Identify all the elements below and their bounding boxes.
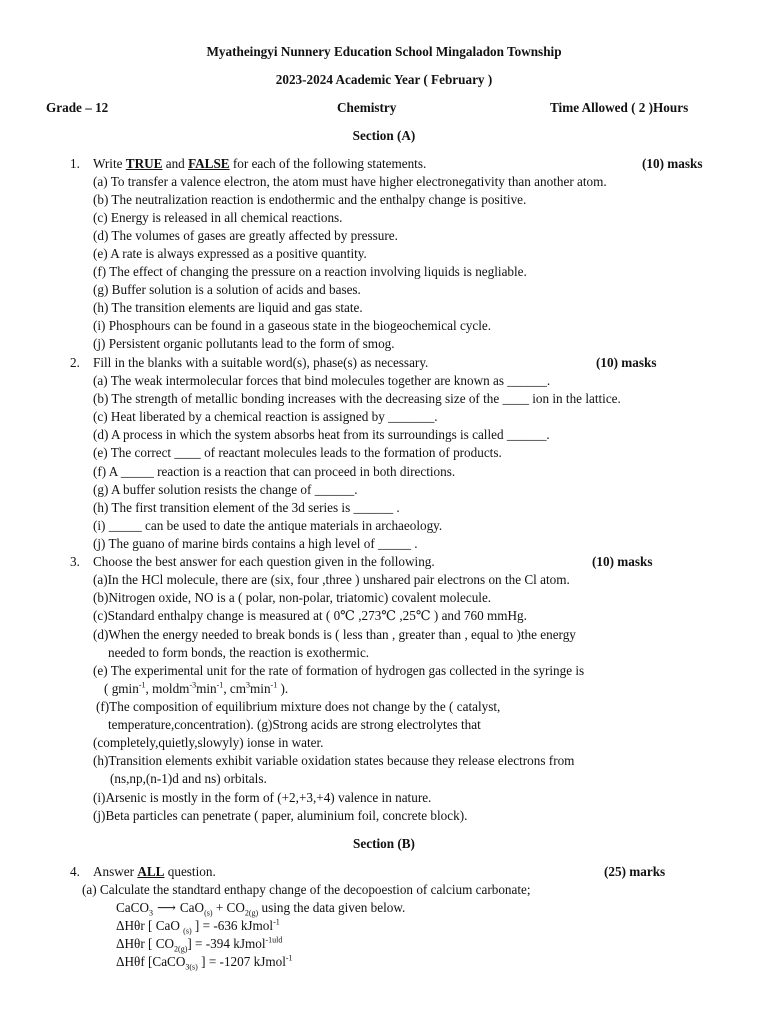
q1-marks: (10) masks xyxy=(642,156,703,171)
time-allowed: Time Allowed ( 2 )Hours xyxy=(550,100,689,115)
q3-item: (a)In the HCl molecule, there are (six, four ,three ) unshared pair electrons on the Cl atom. xyxy=(93,572,570,587)
q2-item: (a) The weak intermolecular forces that bind molecules together are known as ______. xyxy=(93,373,551,388)
academic-year: 2023-2024 Academic Year ( February ) xyxy=(275,72,493,87)
q1-item: (b) The neutralization reaction is endothermic and the enthalpy change is positive. xyxy=(93,192,527,207)
q2-item: (e) The correct ____ of reactant molecules leads to the formation of products. xyxy=(93,445,502,460)
q2-item: (i) _____ can be used to date the antique materials in archaeology. xyxy=(93,518,443,533)
q3-item: (b)Nitrogen oxide, NO is a ( polar, non-polar, triatomic) covalent molecule. xyxy=(93,590,492,605)
q3-marks: (10) masks xyxy=(592,554,653,569)
all-word: ALL xyxy=(137,864,165,879)
q3-item: (d)When the energy needed to break bonds is ( less than , greater than , equal to )the energy xyxy=(93,627,576,642)
q3-item-continued: temperature,concentration). (g)Strong acids are strong electrolytes that xyxy=(108,717,481,732)
q3-item-continued: needed to form bonds, the reaction is exothermic. xyxy=(108,645,370,660)
q2-item: (h) The first transition element of the 3d series is ______ . xyxy=(93,500,400,515)
q1-item: (h) The transition elements are liquid and gas state. xyxy=(93,300,363,315)
q3-item: (i)Arsenic is mostly in the form of (+2,+3,+4) valence in nature. xyxy=(93,790,432,805)
q3-item: (e) The experimental unit for the rate of formation of hydrogen gas collected in the syringe is xyxy=(93,663,585,678)
q2-instruction: Fill in the blanks with a suitable word(s), phase(s) as necessary. xyxy=(93,355,429,370)
q1-item: (i) Phosphours can be found in a gaseous state in the biogeochemical cycle. xyxy=(93,318,492,333)
q1-instruction: Write TRUE and FALSE for each of the following statements. xyxy=(93,156,427,171)
section-b-title: Section (B) xyxy=(353,836,415,851)
arrow-icon: ⟶ xyxy=(156,900,176,915)
q2-item: (d) A process in which the system absorbs heat from its surroundings is called ______. xyxy=(93,427,550,442)
q4-instruction: Answer ALL question. xyxy=(93,864,216,879)
q4-number: 4. xyxy=(70,864,80,879)
reaction-equation: CaCO$_3$ ⟶ $CaO_{(s)} + CO_{2(g)}$ using the data given below. xyxy=(116,900,406,918)
q1-item: (a) To transfer a valence electron, the atom must have higher electronegativity than another atom. xyxy=(93,174,607,189)
q4-item: (a) Calculate the standtard enthapy change of the decopoestion of calcium carbonate; xyxy=(82,882,531,897)
q1-number: 1. xyxy=(70,156,80,171)
q2-item: (c) Heat liberated by a chemical reaction is assigned by _______. xyxy=(93,409,438,424)
q2-number: 2. xyxy=(70,355,80,370)
q3-number: 3. xyxy=(70,554,80,569)
q2-item: (b) The strength of metallic bonding increases with the decreasing size of the ____ ion in the lattice. xyxy=(93,391,621,406)
enthalpy-data-cao: ΔHθr [ CaO $_{(s)}$ ] = -636 kJmol$^{-1}$ xyxy=(116,917,280,936)
q3-item: (c)Standard enthalpy change is measured at ( 0℃ ,273℃ ,25℃ ) and 760 mmHg. xyxy=(93,608,527,623)
q2-item: (g) A buffer solution resists the change of ______. xyxy=(93,482,358,497)
q3-item: (h)Transition elements exhibit variable oxidation states because they release electrons from xyxy=(93,753,575,768)
q2-marks: (10) masks xyxy=(596,355,657,370)
q1-item: (j) Persistent organic pollutants lead to the form of smog. xyxy=(93,336,395,351)
q3-item-continued: (ns,np,(n-1)d and ns) orbitals. xyxy=(110,771,267,786)
q3-item: (f)The composition of equilibrium mixture does not change by the ( catalyst, xyxy=(96,699,501,714)
q3-units: ( gmin$^{-1}$, $moldm^{-3}\min^{-1}$, $cm^3\min^{-1}$ ). xyxy=(104,680,289,696)
enthalpy-data-caco3: ΔHθf [CaCO$_{3(s)}$ ] = -1207 kJmol$^{-1}$ xyxy=(116,953,293,972)
q1-item: (d) The volumes of gases are greatly affected by pressure. xyxy=(93,228,398,243)
false-word: FALSE xyxy=(188,156,230,171)
q2-item: (f) A _____ reaction is a reaction that can proceed in both directions. xyxy=(93,464,456,479)
q1-item: (e) A rate is always expressed as a positive quantity. xyxy=(93,246,367,261)
grade: Grade – 12 xyxy=(46,100,109,115)
q3-instruction: Choose the best answer for each question given in the following. xyxy=(93,554,435,569)
q1-item: (f) The effect of changing the pressure on a reaction involving liquids is negliable. xyxy=(93,264,527,279)
school-name: Myatheingyi Nunnery Education School Mingaladon Township xyxy=(206,44,562,59)
q2-item: (j) The guano of marine birds contains a high level of _____ . xyxy=(93,536,418,551)
q3-item: (j)Beta particles can penetrate ( paper, aluminium foil, concrete block). xyxy=(93,808,468,823)
enthalpy-data-co2: ΔHθr [ $CO_{2(g)}] = -394$ kJmol$^{-1uld}$ xyxy=(116,935,283,954)
q3-item-continued: (completely,quietly,slowyly) ionse in water. xyxy=(93,735,324,750)
q1-item: (g) Buffer solution is a solution of acids and bases. xyxy=(93,282,361,297)
q4-marks: (25) marks xyxy=(604,864,666,879)
section-a-title: Section (A) xyxy=(352,128,416,143)
q1-item: (c) Energy is released in all chemical reactions. xyxy=(93,210,343,225)
subject: Chemistry xyxy=(337,100,397,115)
true-word: TRUE xyxy=(125,156,163,171)
